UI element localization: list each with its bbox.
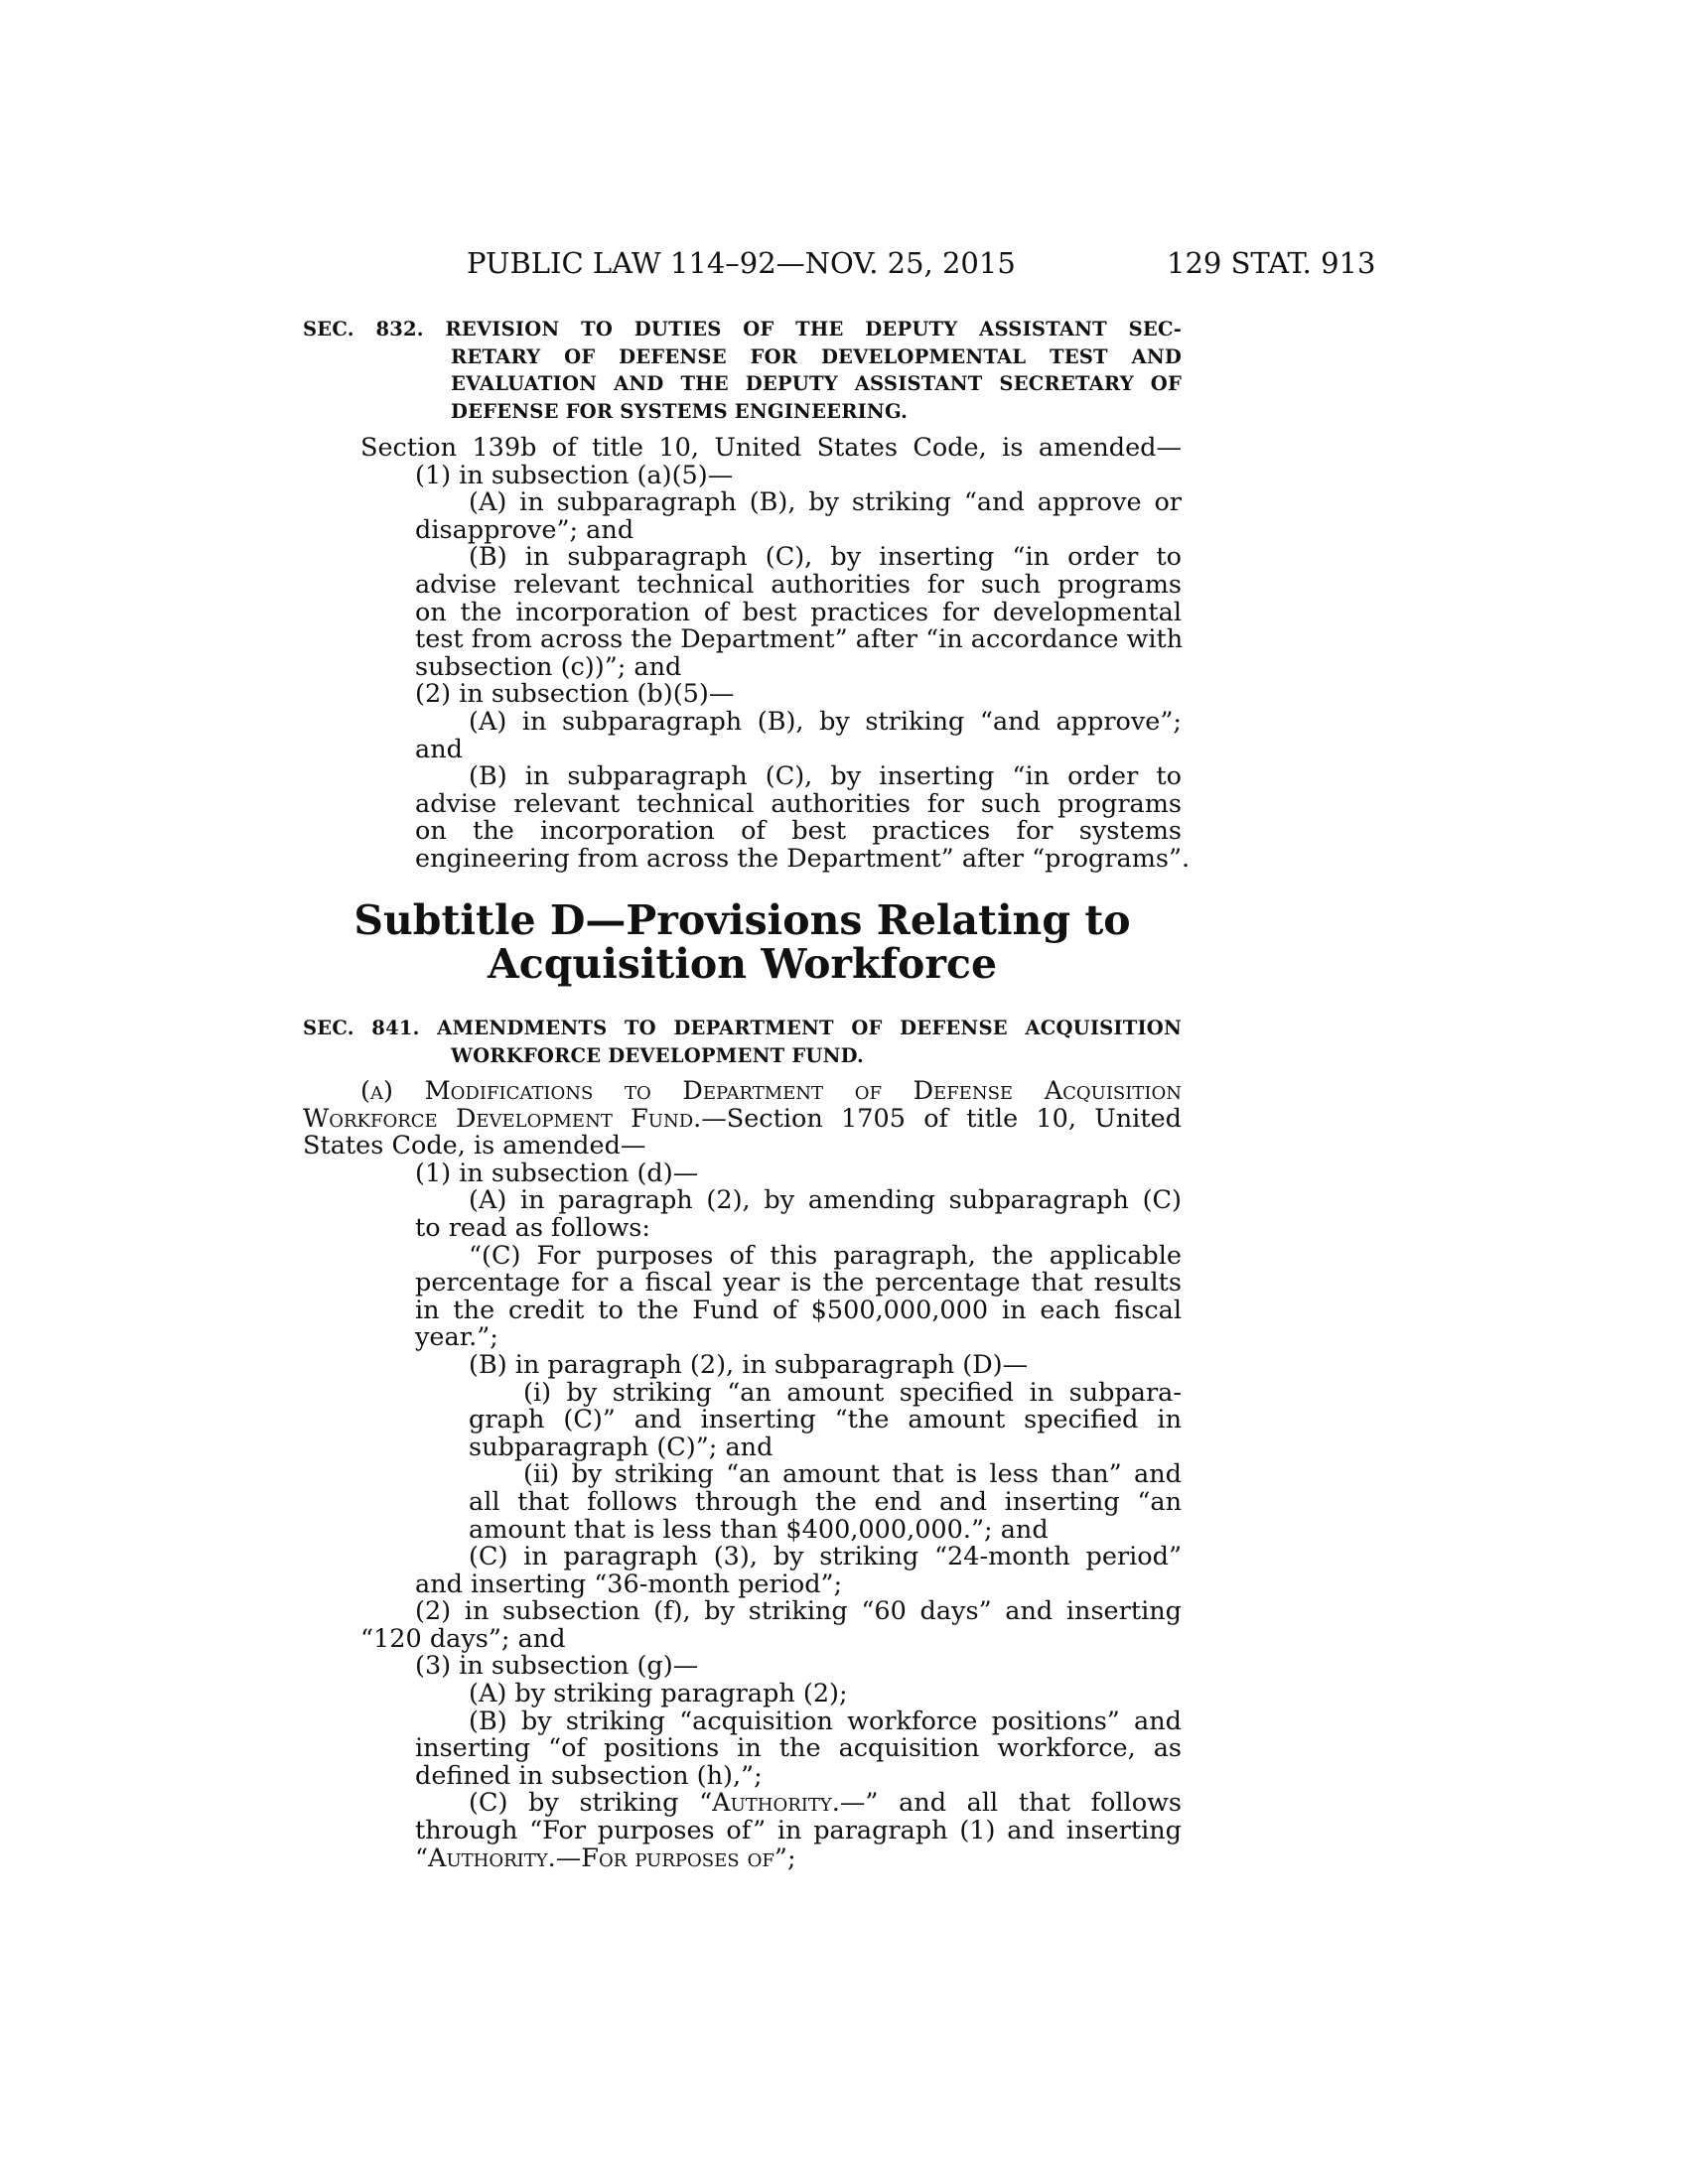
text-line: (A) by striking paragraph (2); [469,1679,848,1709]
text-line: graph (C)” and inserting “the amount specified in [469,1405,1182,1435]
text-line: (1) in subsection (d)— [415,1158,699,1188]
text-line: (B) in subparagraph (C), by inserting “in order to [469,542,1182,573]
page-number: 129 STAT. 913 [1167,246,1376,280]
text-line: on the incorporation of best practices for developmental [415,597,1182,627]
text-line: (B) in paragraph (2), in subparagraph (D)— [469,1349,1029,1380]
text-line: test from across the Department” after “in accordance with [415,624,1184,655]
text-line: “(C) For purposes of this paragraph, the applicable [469,1240,1182,1271]
text-line: (2) in subsection (f), by striking “60 days” and inserting [415,1596,1182,1627]
text-line: inserting “of positions in the acquisition workforce, as [415,1733,1182,1764]
text-line: States Code, is amended— [303,1131,646,1161]
text-line: (1) in subsection (a)(5)— [415,460,734,490]
text-line: percentage for a fiscal year is the percentage that results [415,1268,1182,1298]
section-841-heading: SEC. 841. AMENDMENTS TO DEPARTMENT OF DEFENSE ACQUISITION WORKFORCE DEVELOPMENT FUND. [303,1017,1182,1067]
text-line: advise relevant technical authorities for such programs [415,569,1182,600]
text-line: engineering from across the Department” after “programs”. [415,843,1191,874]
text-line: to read as follows: [415,1212,650,1243]
text-line: amount that is less than $400,000,000.”; and [469,1514,1049,1545]
text-line: in the credit to the Fund of $500,000,000 in each fiscal [415,1295,1182,1325]
section-832-heading: SEC. 832. REVISION TO DUTIES OF THE DEPUTY ASSISTANT SEC- RETARY OF DEFENSE FOR DEVELOPMENTAL TEST AND EVALUATION AND THE DEPUTY ASSISTANT SECRETARY OF DEFENSE FOR SYSTEMS ENGINEERING. [303,318,1182,423]
text-line: (C) in paragraph (3), by striking “24-month period” [469,1542,1182,1572]
text-line: on the incorporation of best practices for systems [415,816,1182,847]
text-line: “120 days”; and [360,1623,566,1654]
subsection-a-caption: (a) Modifications to Department of Defense Acquisition [360,1076,1182,1106]
text-line: (B) in subparagraph (C), by inserting “in order to [469,761,1182,792]
text-line: (B) by striking “acquisition workforce positions” and [469,1706,1182,1736]
text-line: and inserting “36-month period”; [415,1569,843,1599]
text-line: (2) in subsection (b)(5)— [415,679,735,710]
running-head-law: PUBLIC LAW 114–92—NOV. 25, 2015 [467,246,1016,280]
text-line: (A) in subparagraph (B), by striking “and approve or [469,487,1182,518]
text-line: subparagraph (C)”; and [469,1432,774,1462]
text-line: (ii) by striking “an amount that is less than” and [523,1459,1182,1490]
text-line: (A) in subparagraph (B), by striking “and approve”; [469,706,1182,737]
text-line: through “For purposes of” in paragraph (1) and inserting [415,1816,1182,1846]
text-line: (C) by striking “Authority.—” and all that follows [469,1788,1182,1819]
text-line: all that follows through the end and inserting “an [469,1486,1182,1517]
text-line: and [415,734,463,764]
text-line: (i) by striking “an amount specified in subpara- [523,1377,1182,1408]
text-line: year.”; [415,1322,498,1353]
text-line: Workforce Development Fund.—Section 1705 of title 10, United [303,1103,1182,1134]
subtitle-heading: Subtitle D—Provisions Relating to Acquisition Workforce [353,896,1131,988]
text-line: (3) in subsection (g)— [415,1651,699,1682]
text-line: Section 139b of title 10, United States Code, is amended— [360,433,1182,463]
text-line: advise relevant technical authorities for such programs [415,788,1182,819]
text-line: defined in subsection (h),”; [415,1760,763,1791]
text-line: (A) in paragraph (2), by amending subparagraph (C) [469,1185,1182,1216]
section-841-body [303,1078,1182,1872]
text-line: disapprove”; and [415,514,634,545]
text-line: subsection (c))”; and [415,651,682,682]
text-line: “Authority.—For purposes of”; [415,1843,796,1873]
section-832-body [303,433,1191,874]
page-header [0,246,1688,286]
